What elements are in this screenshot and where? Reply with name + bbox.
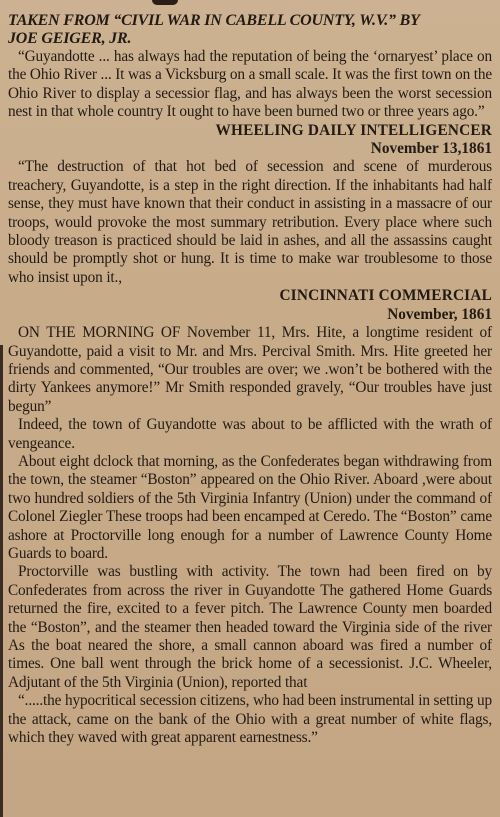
date-wheeling: November 13,1861	[370, 140, 492, 158]
date-cincinnati: November, 1861	[387, 305, 492, 323]
quote-cincinnati: “The destruction of that hot bed of secession and scene of murderous treachery, Guyandotte, is a step in the right direction. If the inhabitants had half sense, they must have known that their conduct in assisting in a massacre of our troops, would provoke the most summary retribution. Every place where such bloody treason is practiced should be laid in ashes, and all the assassins caught should be promptly shot or hung. It is time to make war troublesome to those who insist upon it.,	[8, 158, 492, 286]
attribution-heading	[8, 12, 492, 48]
source-cincinnati: CINCINNATI COMMERCIAL	[279, 287, 492, 305]
body-paragraph-2: Indeed, the town of Guyandotte was about to be afflicted with the wrath of vengeance.	[8, 416, 492, 452]
body-paragraph-5: “.....the hypocritical secession citizens, who had been instrumental in setting up the attack, came on the bank of the Ohio with a great number of white flags, which they waved with great apparent earnestness.”	[8, 692, 492, 747]
heading-line-1: TAKEN FROM “CIVIL WAR IN CABELL COUNTY, W.V.” BY	[8, 12, 420, 29]
body-paragraph-3: About eight dclock that morning, as the Confederates began withdrawing from the town, the steamer “Boston” appeared on the Ohio River. Aboard ,were about two hundred soldiers of the 5th Virginia Infantry (Union) under the command of Colonel Ziegler These troops had been encamped at Ceredo. The “Boston” came ashore at Proctorville long enough for a number of Lawrence County Home Guards to board.	[8, 452, 492, 562]
source-wheeling: WHEELING DAILY INTELLIGENCER	[215, 121, 492, 139]
quote-wheeling: “Guyandotte ... has always had the reputation of being the ‘ornaryest’ place on the Ohio River ... It was a Vicksburg on a small scale. It was the first town on the Ohio River to display a secessior flag, and has always been the worst secession nest in that whole country It ought to have been burned two or three years ago.”	[8, 48, 492, 121]
heading-line-2: JOE GEIGER, JR.	[8, 30, 132, 47]
body-paragraph-1: ON THE MORNING OF November 11, Mrs. Hite, a longtime resident of Guyandotte, paid a visit to Mr. and Mrs. Percival Smith. Mrs. Hite greeted her friends and commented, “Our troubles are over; we .won’t be bothered with the dirty Yankees anymore!” Mr Smith responded gravely, “Our troubles have just begun”	[8, 324, 492, 415]
left-column-rule	[0, 345, 3, 817]
ink-mark	[152, 0, 178, 5]
body-paragraph-4: Proctorville was bustling with activity. The town had been fired on by Confederates from across the river in Guyandotte The gathered Home Guards returned the fire, excited to a fever pitch. The Lawrence County men boarded the “Boston”, and the steamer then headed toward the Virginia side of the river As the boat neared the shore, a small cannon aboard was fired a number of times. One ball went through the brick home of a secessionist. J.C. Wheeler, Adjutant of the 5th Virginia (Union), reported that	[8, 563, 492, 691]
